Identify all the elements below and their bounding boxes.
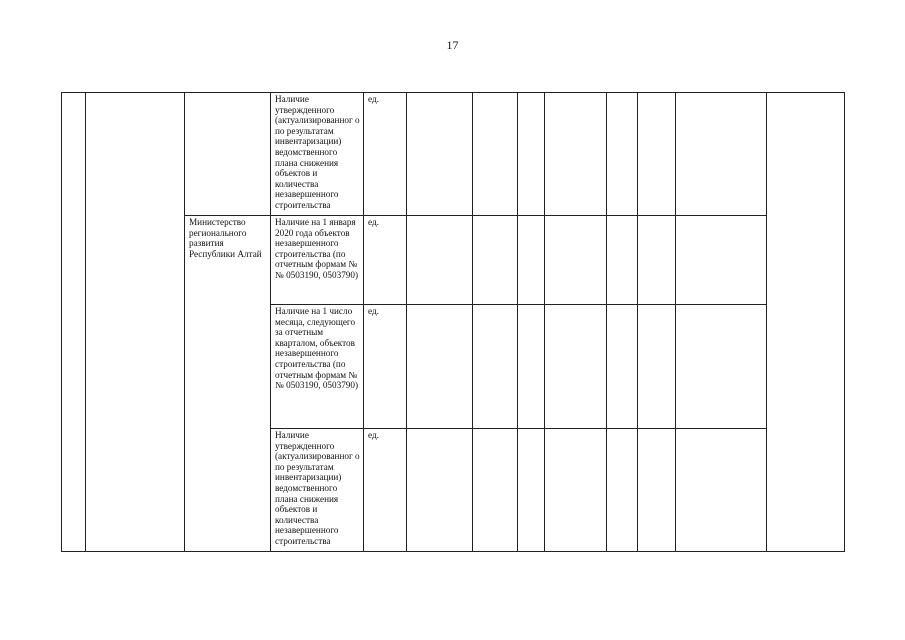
cell-organization — [185, 93, 271, 216]
cell-value — [518, 305, 545, 429]
cell-unit: ед. — [364, 216, 407, 305]
cell-value — [607, 93, 638, 216]
cell-value — [407, 216, 473, 305]
cell-value — [545, 305, 607, 429]
cell-organization: Министерство регионального развития Республики Алтай — [185, 216, 271, 552]
cell-program-name — [86, 93, 185, 552]
cell-value — [545, 429, 607, 552]
cell-row-number — [62, 93, 86, 552]
cell-value — [407, 305, 473, 429]
cell-value — [473, 216, 518, 305]
cell-value — [638, 305, 676, 429]
cell-value — [676, 216, 767, 305]
cell-value — [473, 93, 518, 216]
cell-indicator: Наличие утвержденного (актуализированног о по результатам инвентаризации) ведомственного плана снижения объектов и количества незавершенного строительства — [271, 429, 364, 552]
cell-value — [607, 429, 638, 552]
cell-value — [676, 429, 767, 552]
cell-indicator: Наличие на 1 января 2020 года объектов незавершенного строительства (по отчетным формам №№ 0503190, 0503790) — [271, 216, 364, 305]
table-row — [62, 93, 845, 216]
cell-unit: ед. — [364, 305, 407, 429]
cell-value — [407, 429, 473, 552]
cell-value — [676, 93, 767, 216]
cell-value — [473, 305, 518, 429]
cell-value — [518, 216, 545, 305]
cell-value — [638, 216, 676, 305]
cell-indicator: Наличие на 1 число месяца, следующего за отчетным кварталом, объектов незавершенного строительства (по отчетным формам №№ 0503190, 0503790) — [271, 305, 364, 429]
cell-value — [518, 93, 545, 216]
cell-value — [518, 429, 545, 552]
cell-value — [407, 93, 473, 216]
report-table — [61, 92, 845, 552]
cell-value — [545, 216, 607, 305]
cell-value — [607, 305, 638, 429]
cell-indicator: Наличие утвержденного (актуализированног о по результатам инвентаризации) ведомственного плана снижения объектов и количества незавершенного строительства — [271, 93, 364, 216]
cell-value — [638, 93, 676, 216]
cell-value — [676, 305, 767, 429]
cell-value — [473, 429, 518, 552]
cell-value — [638, 429, 676, 552]
cell-value — [607, 216, 638, 305]
cell-note — [767, 93, 845, 552]
cell-value — [545, 93, 607, 216]
cell-unit: ед. — [364, 429, 407, 552]
page-number: 17 — [446, 38, 459, 52]
cell-unit: ед. — [364, 93, 407, 216]
